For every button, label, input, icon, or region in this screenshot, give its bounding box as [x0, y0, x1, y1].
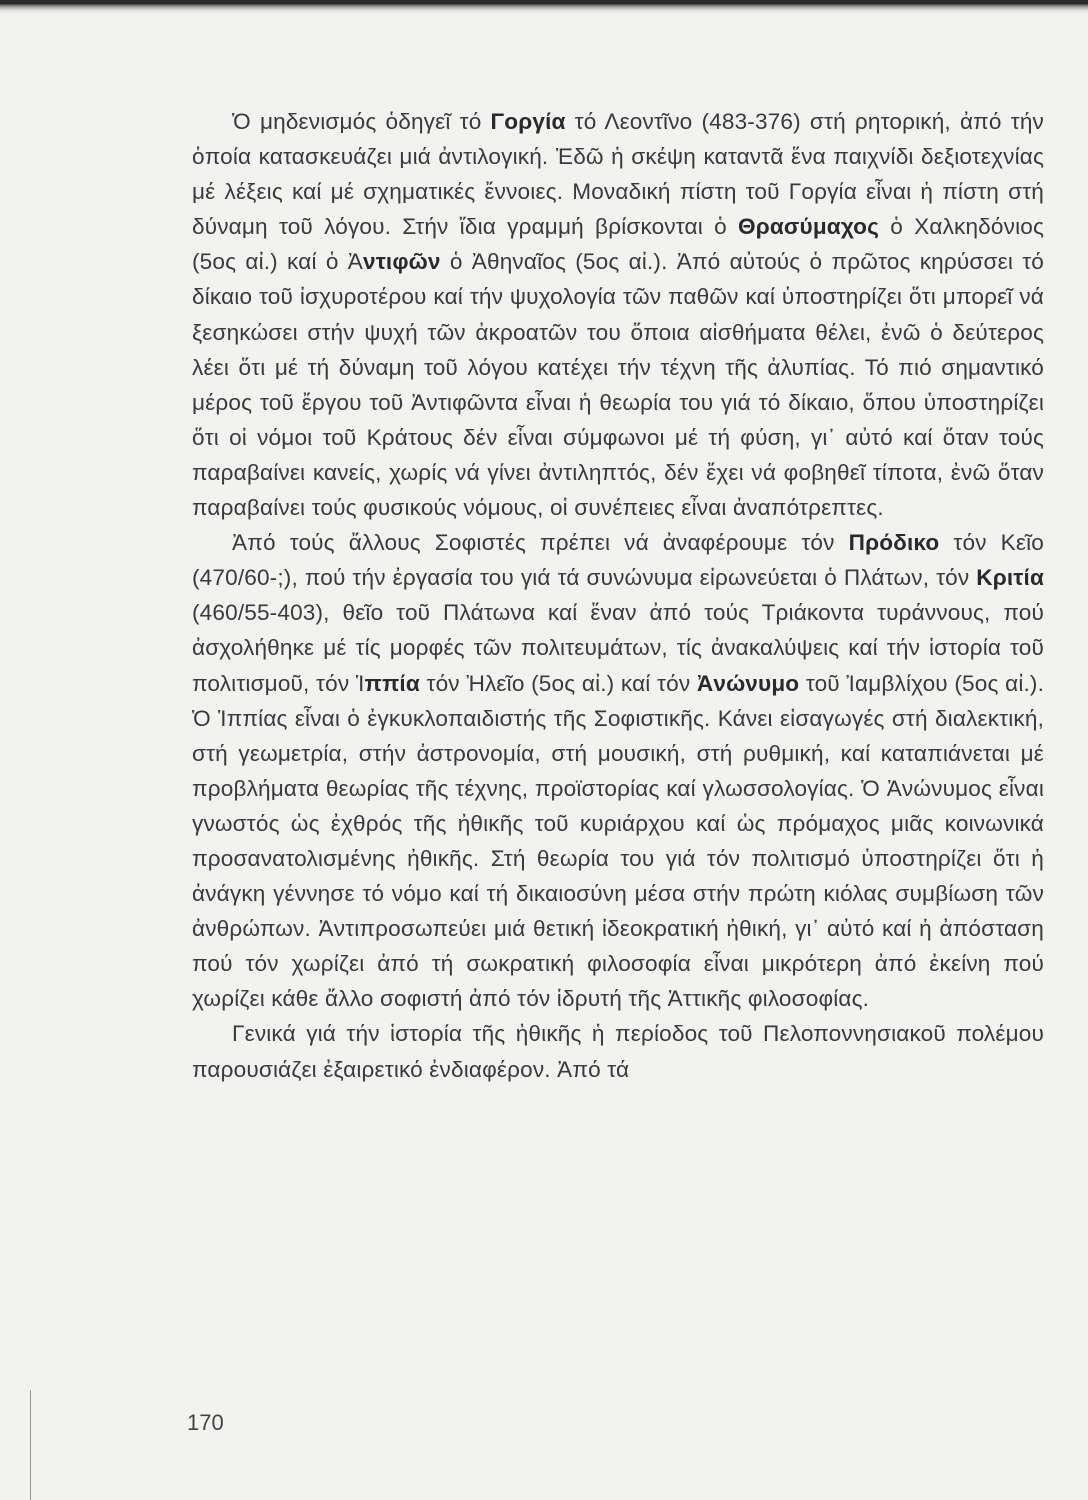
text-segment: Γενικά γιά τήν ἱστορία τῆς ἠθικῆς ἡ περίοδος τοῦ Πελοποννησιακοῦ πολέμου παρουσιάζει ἐξαιρετικό ἐνδιαφέρον. Ἀπό τά [192, 1021, 1044, 1082]
text-segment: τοῦ Ἰαμβλίχου (5ος αἰ.). Ὁ Ἱππίας εἶναι ὁ ἐγκυκλοπαιδιστής τῆς Σοφιστικῆς. Κάνει εἰσαγωγές στή διαλεκτική, στή γεωμετρία, στήν ἀστρονομία, στή μουσική, στή ρυθμική, καί καταπιάνεται μέ προβλήματα θεωρίας τῆς τέχνης, προϊστορίας καί γλωσσολογίας. Ὁ Ἀνώνυμος εἶναι γνωστός ὡς ἐχθρός τῆς ἠθικῆς τοῦ κυριάρχου καί ὡς πρόμαχος μιᾶς κοινωνικά προσανατολισμένης ἠθικῆς. Στή θεωρία του γιά τόν πολιτισμό ὑποστηρίζει ὅτι ἡ ἀνάγκη γέννησε τό νόμο καί τή δικαιοσύνη μέσα στήν πρώτη κιόλας συμβίωση τῶν ἀνθρώπων. Ἀντιπροσωπεύει μιά θετική ἰδεοκρατική ἠθική, γι᾽ αὐτό καί ἡ ἀπόσταση πού τόν χωρίζει ἀπό τή σωκρατική φιλοσοφία εἶναι μικρότερη ἀπό ἐκείνη πού χωρίζει κάθε ἄλλο σοφιστή ἀπό τόν ἱδρυτή τῆς Ἀττικῆς φιλοσοφίας. [192, 670, 1045, 1012]
text-segment: τό Λεοντῖνο (483-376) στή ρητορική, ἀπό τήν ὁποία κατασκευάζει μιά ἀντιλογική. Ἐδῶ ἡ σκέψη καταντᾶ ἕνα παιχνίδι δεξιοτεχνίας μέ λέξεις καί μέ σχηματικές ἔννοιες. Μοναδική πίστη τοῦ Γοργία εἶναι ἡ πίστη στή δύναμη τοῦ λόγου. Στήν ἴδια γραμμή βρίσκονται ὁ [192, 109, 1044, 240]
name-gorgias: Γοργία [490, 109, 566, 134]
text-segment: τόν Κεῖο (470/60-;), πού τήν ἐργασία του γιά τά συνώνυμα εἰρωνεύεται ὁ Πλάτων, τόν [192, 530, 1044, 591]
page-top-edge [0, 0, 1088, 14]
name-critias: Κριτία [976, 565, 1044, 591]
name-prodicus: Πρόδικο [848, 530, 940, 556]
paragraph-2 [192, 525, 1044, 1016]
name-hippias: ππία [364, 670, 420, 696]
name-antiphon: ντιφῶν [362, 249, 441, 275]
text-segment: ὁ Ἀθηναῖος (5ος αἰ.). Ἀπό αὐτούς ὁ πρῶτος κηρύσσει τό δίκαιο τοῦ ἰσχυροτέρου καί τήν ψυχολογία τῶν παθῶν καί ὑποστηρίζει ὅτι μπορεῖ νά ξεσηκώσει στήν ψυχή τῶν ἀκροατῶν του ὅποια αἰσθήματα θέλει, ἐνῶ ὁ δεύτερος λέει ὅτι μέ τή δύναμη τοῦ λόγου κατέχει τήν τέχνη τῆς ἀλυπίας. Τό πιό σημαντικό μέρος τοῦ ἔργου τοῦ Ἀντιφῶντα εἶναι ἡ θεωρία του γιά τό δίκαιο, ὅπου ὑποστηρίζει ὅτι οἱ νόμοι τοῦ Κράτους δέν εἶναι σύμφωνοι μέ τή φύση, γι᾽ αὐτό καί ὅταν τούς παραβαίνει κανείς, χωρίς νά γίνει ἀντιληπτός, δέν ἔχει νά φοβηθεῖ τίποτα, ἐνῶ ὅταν παραβαίνει τούς φυσικούς νόμους, οἱ συνέπειες εἶναι ἀναπότρεπτες. [192, 249, 1044, 521]
text-segment: Ἀπό τούς ἄλλους Σοφιστές πρέπει νά ἀναφέρουμε τόν [232, 530, 849, 556]
scan-margin-line [30, 1390, 31, 1500]
name-thrasymachus: Θρασύμαχος [738, 214, 880, 240]
name-anonymus: Ἀνώνυμο [696, 670, 800, 696]
body-text [192, 104, 1044, 1087]
text-segment: ὁ Χαλκηδόνιος (5ος αἰ.) καί ὁ Ἀ [192, 214, 1044, 275]
paragraph-3 [192, 1016, 1044, 1086]
paragraph-1 [192, 104, 1044, 525]
text-segment: Ὁ μηδενισμός ὁδηγεῖ τό [232, 109, 491, 134]
text-segment: (460/55-403), θεῖο τοῦ Πλάτωνα καί ἕναν ἀπό τούς Τριάκοντα τυράννους, πού ἀσχολήθηκε μέ τίς μορφές τῶν πολιτευμάτων, τίς ἀνακαλύψεις καί τήν ἱστορία τοῦ πολιτισμοῦ, τόν Ἱ [192, 600, 1044, 696]
page-number: 170 [187, 1410, 224, 1435]
text-segment: τόν Ἠλεῖο (5ος αἰ.) καί τόν [419, 670, 697, 696]
